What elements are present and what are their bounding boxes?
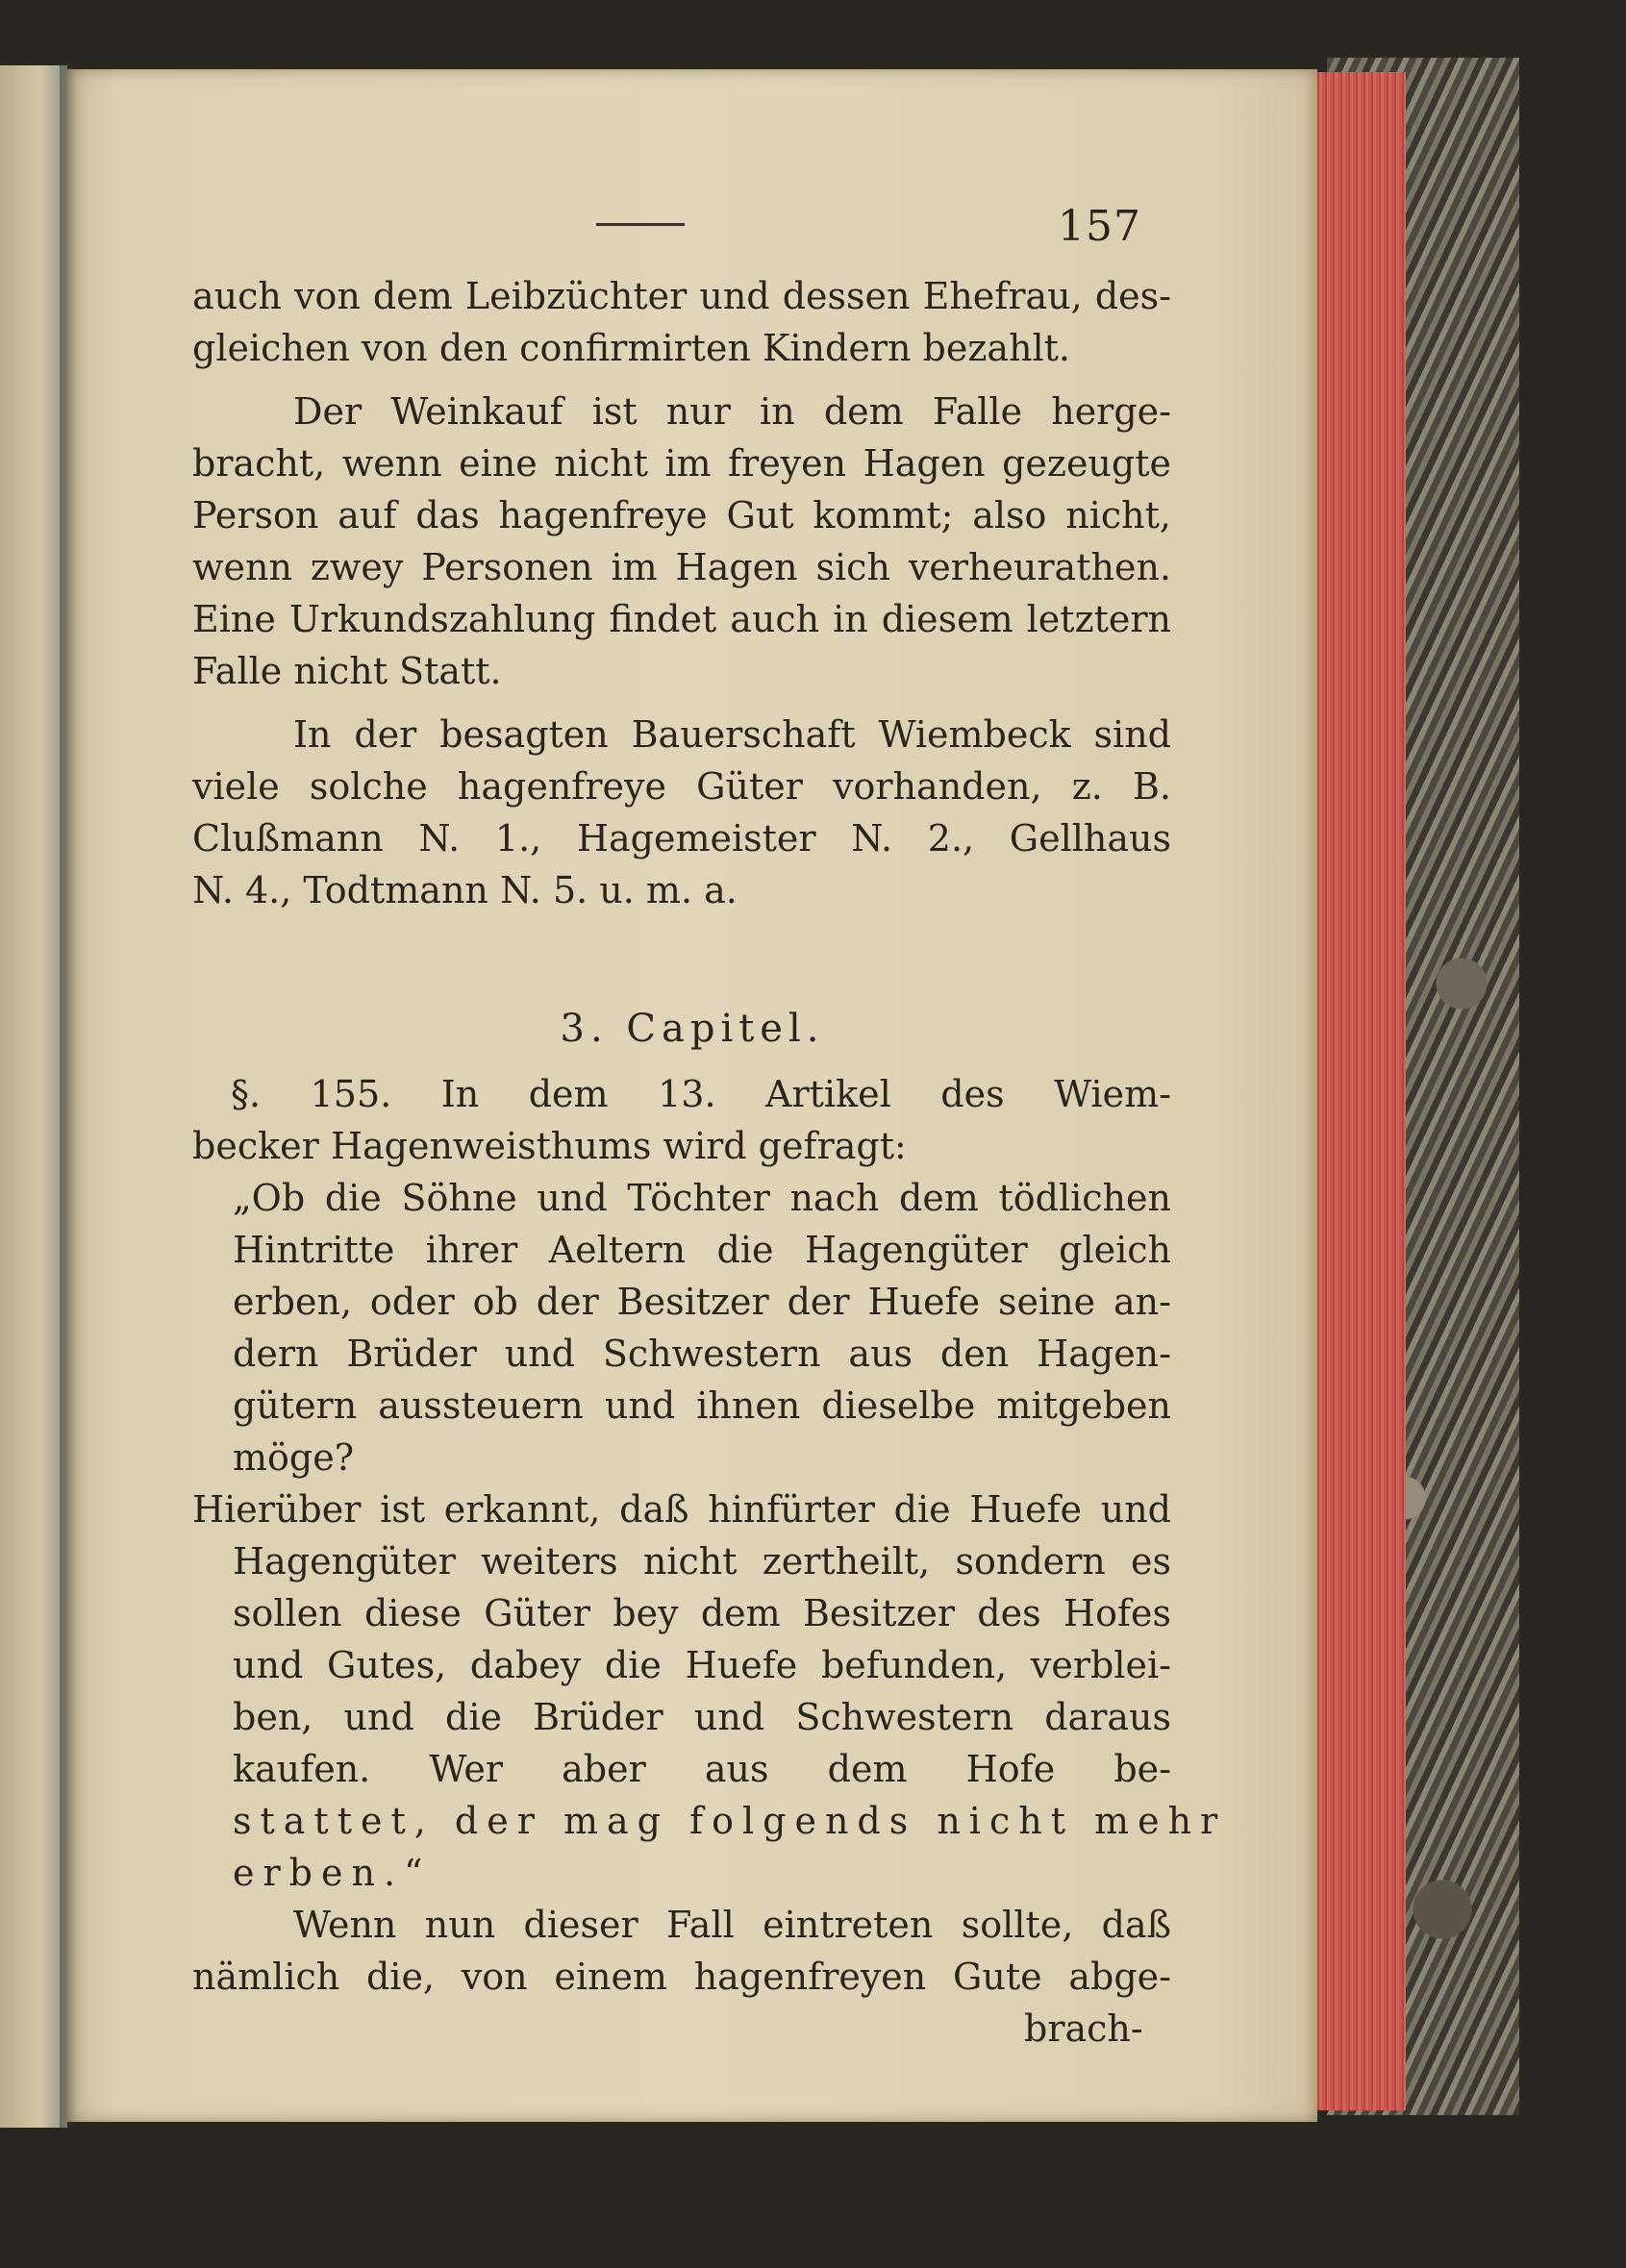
text-line: Wenn nun dieser Fall eintreten sollte, daß (293, 1904, 1171, 1946)
text-line: In der besagten Bauerschaft Wiembeck sind (293, 713, 1171, 756)
text-line: nämlich die, von einem hagenfreyen Gute abge- (192, 1956, 1171, 1998)
text-line: Clußmann N. 1., Hagemeister N. 2., Gellhaus (192, 817, 1171, 860)
quote-line: dern Brüder und Schwestern aus den Hagen- (233, 1333, 1171, 1375)
text-line: viele solche hagenfreye Güter vorhanden, z. B. (192, 765, 1171, 808)
facing-page-edge (0, 65, 67, 2128)
chapter-heading: 3. Capitel. (560, 1007, 825, 1051)
text-line: becker Hagenweisthums wird gefragt: (192, 1125, 907, 1167)
text-line: Person auf das hagenfreye Gut kommt; also nicht, (192, 494, 1171, 536)
text-line: §. 155. In dem 13. Artikel des Wiem- (231, 1073, 1171, 1115)
text-line: Falle nicht Statt. (192, 650, 502, 692)
text-line: und Gutes, dabey die Huefe befunden, verblei- (233, 1644, 1171, 1686)
quote-line: „Ob die Söhne und Töchter nach dem tödlichen (233, 1177, 1171, 1219)
text-line: auch von dem Leibzüchter und dessen Ehefrau, des- (192, 275, 1171, 317)
text-line: Der Weinkauf ist nur in dem Falle herge- (293, 390, 1171, 433)
quote-line: erben, oder ob der Besitzer der Huefe seine an- (233, 1281, 1171, 1323)
red-page-edges (1313, 72, 1406, 2110)
header-rule (596, 223, 685, 226)
text-line: wenn zwey Personen im Hagen sich verheurathen. (192, 546, 1171, 588)
catchword: brach- (1024, 2007, 1143, 2050)
text-line: Hagengüter weiters nicht zertheilt, sondern es (233, 1540, 1171, 1583)
spine-shadow (60, 65, 77, 2128)
quote-line: Hintritte ihrer Aeltern die Hagengüter gleich (233, 1229, 1171, 1271)
page-number: 157 (1058, 202, 1141, 251)
text-line: erben.“ (233, 1852, 432, 1894)
text-line: stattet, der mag folgends nicht mehr (233, 1800, 1227, 1842)
text-line: N. 4., Todtmann N. 5. u. m. a. (192, 869, 738, 911)
book-page (67, 69, 1317, 2122)
text-line: Eine Urkundszahlung findet auch in diesem letztern (192, 598, 1171, 640)
quote-line: gütern aussteuern und ihnen dieselbe mitgeben (233, 1384, 1171, 1427)
text-line: kaufen. Wer aber aus dem Hofe be- (233, 1748, 1171, 1790)
quote-line: möge? (233, 1436, 355, 1479)
text-line: sollen diese Güter bey dem Besitzer des Hofes (233, 1592, 1171, 1634)
text-line: bracht, wenn eine nicht im freyen Hagen gezeugte (192, 442, 1171, 485)
text-line: ben, und die Brüder und Schwestern daraus (233, 1696, 1171, 1738)
text-line: gleichen von den confirmirten Kindern bezahlt. (192, 327, 1071, 369)
text-line: Hierüber ist erkannt, daß hinfürter die Huefe und (192, 1488, 1171, 1531)
